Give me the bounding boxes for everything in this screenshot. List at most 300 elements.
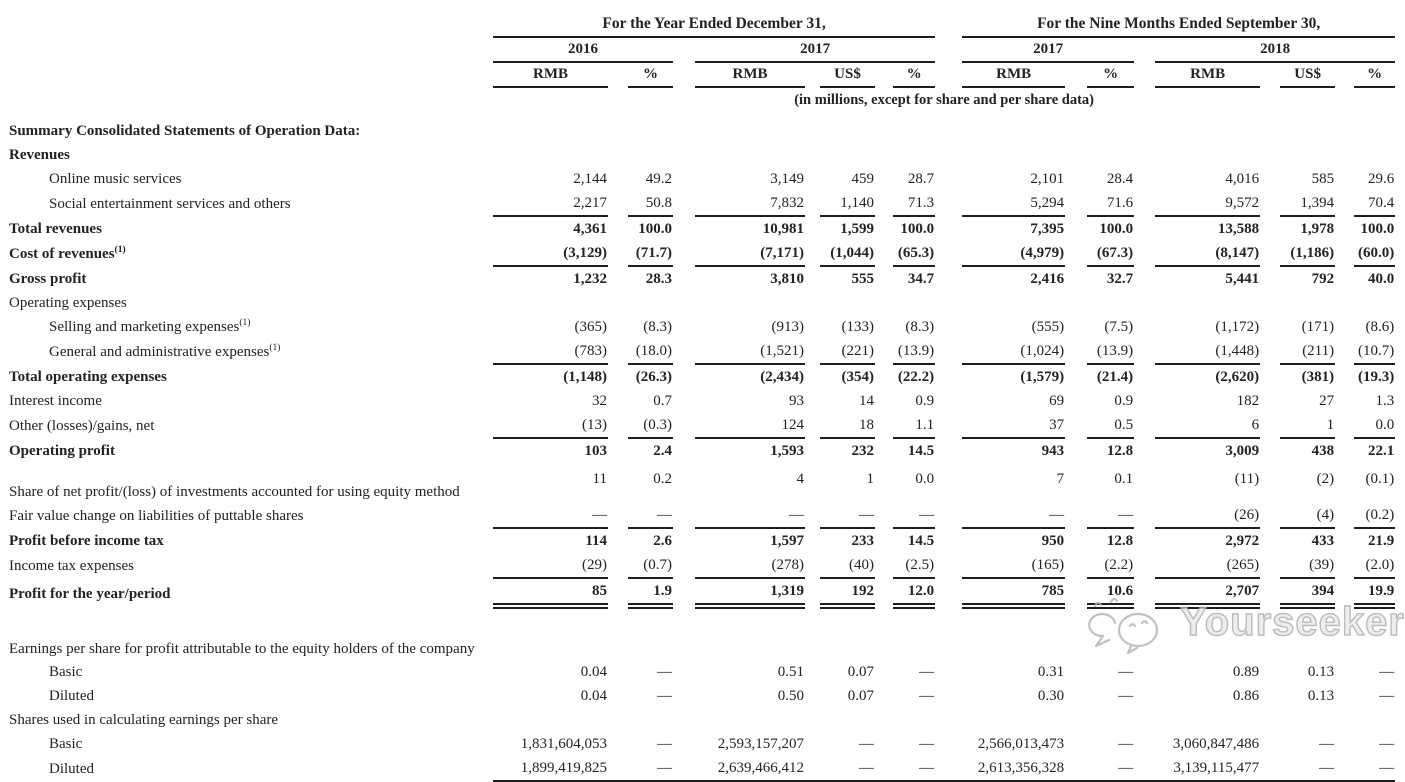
cell-value: 2.6: [653, 533, 672, 549]
cell-value: 27: [1319, 393, 1335, 409]
cell-value: 192: [820, 578, 875, 606]
cell-value: 29.6: [1367, 171, 1395, 187]
cell-value: 2,416: [1030, 271, 1065, 287]
row-label: [3, 167, 493, 191]
cell-gap: [875, 660, 893, 684]
cell-gap: [1134, 438, 1155, 463]
cell-value: 1.3: [1375, 393, 1395, 409]
cell-gap: [1260, 364, 1280, 389]
cell-value: (4,979): [962, 241, 1065, 266]
cell-value: (21.4): [1096, 369, 1134, 385]
cell-gap: [875, 503, 893, 528]
cell-gap: [1065, 684, 1087, 708]
cell-value: —: [1118, 736, 1134, 752]
cell-gap: [1335, 553, 1354, 578]
cell-gap: [673, 684, 695, 708]
cell-gap: [673, 191, 695, 216]
cell-gap: [1065, 503, 1087, 528]
row-label: [3, 708, 493, 732]
cell-value: 943: [1041, 443, 1065, 459]
cell-value: 232: [851, 443, 874, 459]
header-spacer: [3, 4, 493, 37]
cell-value: (13): [493, 413, 608, 438]
row-label-text: Summary Consolidated Statements of Operation Data:: [9, 123, 361, 139]
year-header-2017-fy: 2017: [695, 37, 935, 62]
cell-gap: [1260, 660, 1280, 684]
units-note-row: [3, 87, 1395, 112]
table-row: [3, 315, 1395, 339]
cell-gap: [935, 578, 962, 606]
cell-value: 70.4: [1354, 191, 1395, 216]
cell-gap: [935, 528, 962, 553]
cell-gap: [1260, 438, 1280, 463]
cell-value: 0.1: [1114, 471, 1134, 487]
cell-value: (221): [820, 339, 875, 364]
row-label: [3, 266, 493, 291]
cell-gap: [875, 413, 893, 438]
row-label: [3, 606, 493, 660]
cell-gap: [608, 553, 628, 578]
cell-gap: [1065, 528, 1087, 553]
cell-value: 18: [820, 413, 875, 438]
cell-gap: [1260, 315, 1280, 339]
cell-gap: [875, 241, 893, 266]
row-label: [3, 756, 493, 781]
cell-value: 1.1: [893, 413, 935, 438]
row-label-text: Fair value change on liabilities of puttable shares: [9, 508, 304, 524]
cell-gap: [1260, 732, 1280, 756]
cell-value: 100.0: [638, 221, 672, 237]
table-row: [3, 732, 1395, 756]
cell-gap: [805, 389, 820, 413]
cell-gap: [1134, 216, 1155, 241]
cell-value: 2,217: [493, 191, 608, 216]
cell-value: (26): [1155, 503, 1260, 528]
cell-value: 2,144: [573, 171, 607, 187]
cell-value: 28.4: [1106, 171, 1134, 187]
table-row: [3, 216, 1395, 241]
table-row: [3, 143, 1395, 167]
cell-gap: [805, 438, 820, 463]
cell-value: 233: [851, 533, 874, 549]
table-row: [3, 578, 1395, 606]
cell-gap: [805, 503, 820, 528]
cell-gap: [805, 413, 820, 438]
cell-gap: [1335, 413, 1354, 438]
cell-gap: [1134, 315, 1155, 339]
cell-gap: [673, 241, 695, 266]
cell-value: 100.0: [1360, 221, 1395, 237]
table-row: [3, 606, 1395, 660]
year-header-2016: 2016: [493, 37, 673, 62]
cell-value: 1: [1280, 413, 1335, 438]
row-label-text: Other (losses)/gains, net: [9, 418, 155, 434]
row-label-text: Income tax expenses: [9, 558, 134, 574]
cell-gap: [1134, 528, 1155, 553]
cell-value: 0.0: [1354, 413, 1395, 438]
cell-gap: [673, 503, 695, 528]
cell-value: (60.0): [1354, 241, 1395, 266]
cell-gap: [608, 216, 628, 241]
cell-value: 1,899,419,825: [493, 756, 608, 781]
cell-gap: [805, 315, 820, 339]
cell-gap: [1134, 364, 1155, 389]
cell-value: 28.7: [907, 171, 935, 187]
cell-value: 1,232: [573, 271, 607, 287]
cell-gap: [1134, 660, 1155, 684]
row-label: [3, 143, 493, 167]
row-label-text: Total operating expenses: [9, 369, 167, 385]
cell-gap: [673, 339, 695, 364]
header-gap: [1335, 62, 1354, 87]
row-label-text: Profit before income tax: [9, 533, 164, 549]
cell-value: —: [859, 736, 874, 752]
cell-gap: [673, 167, 695, 191]
cell-value: 13,588: [1217, 221, 1260, 237]
cell-value: 0.07: [847, 664, 874, 680]
cell-gap: [608, 339, 628, 364]
cell-value: 3,149: [770, 171, 804, 187]
cell-gap: [1260, 463, 1280, 503]
cell-value: (65.3): [893, 241, 935, 266]
row-label: [3, 291, 493, 315]
cell-value: (2.0): [1354, 553, 1395, 578]
cell-gap: [1134, 578, 1155, 606]
cell-value: —: [1354, 756, 1395, 781]
cell-gap: [875, 191, 893, 216]
cell-value: 85: [493, 578, 608, 606]
cell-gap: [875, 684, 893, 708]
table-row: [3, 339, 1395, 364]
cell-value: 0.50: [777, 688, 804, 704]
cell-gap: [935, 315, 962, 339]
cell-value: 438: [1311, 443, 1335, 459]
header-gap: [1065, 62, 1087, 87]
cell-value: 37: [962, 413, 1065, 438]
cell-value: (2.5): [893, 553, 935, 578]
cell-value: (67.3): [1087, 241, 1134, 266]
cell-gap: [1260, 167, 1280, 191]
header-gap: [875, 62, 893, 87]
cell-gap: [1065, 266, 1087, 291]
cell-value: 0.13: [1307, 664, 1335, 680]
footnote-ref: (1): [239, 318, 251, 328]
cell-gap: [673, 756, 695, 781]
cell-value: 0.0: [915, 471, 935, 487]
cell-gap: [935, 503, 962, 528]
cell-gap: [1260, 528, 1280, 553]
cell-value: (555): [1031, 319, 1065, 335]
cell-value: (1,186): [1280, 241, 1335, 266]
year-header-row: [3, 37, 1395, 62]
cell-value: 4,016: [1225, 171, 1260, 187]
cell-value: 1: [866, 471, 874, 487]
cell-gap: [935, 660, 962, 684]
cell-gap: [1134, 413, 1155, 438]
row-label-text: Share of net profit/(loss) of investments accounted for using equity method: [9, 484, 460, 500]
row-label: [3, 503, 493, 528]
row-label: [3, 112, 493, 143]
col-header-pct: %: [1087, 62, 1134, 87]
cell-gap: [673, 732, 695, 756]
cell-value: (0.3): [628, 413, 673, 438]
row-label-text: Basic: [49, 664, 83, 680]
cell-value: (1,044): [820, 241, 875, 266]
cell-value: (133): [841, 319, 874, 335]
cell-gap: [673, 216, 695, 241]
cell-value: 14.5: [907, 443, 935, 459]
header-gap: [608, 62, 628, 87]
cell-gap: [673, 413, 695, 438]
cell-value: (10.7): [1354, 339, 1395, 364]
cell-value: —: [628, 756, 673, 781]
row-label-text: Online music services: [49, 171, 182, 187]
cell-gap: [1335, 216, 1354, 241]
row-label-text: Operating profit: [9, 443, 115, 459]
table-row: [3, 413, 1395, 438]
cell-value: —: [657, 736, 672, 752]
cell-value: 3,810: [770, 271, 804, 287]
cell-value: (11): [1234, 471, 1260, 487]
cell-value: —: [1118, 688, 1134, 704]
cell-gap: [1335, 503, 1354, 528]
cell-gap: [1065, 463, 1087, 503]
cell-value: —: [919, 688, 935, 704]
col-header-rmb: RMB: [493, 62, 608, 87]
row-label-text: Diluted: [49, 688, 94, 704]
cell-gap: [805, 339, 820, 364]
cell-gap: [1260, 684, 1280, 708]
col-header-usd: US$: [1280, 62, 1335, 87]
table-row: [3, 191, 1395, 216]
cell-gap: [875, 315, 893, 339]
cell-value: 0.07: [847, 688, 874, 704]
row-label-text: Basic: [49, 736, 83, 752]
row-label: [3, 339, 493, 364]
cell-value: 2,566,013,473: [977, 736, 1065, 752]
units-note: (in millions, except for share and per share data): [794, 92, 1095, 108]
cell-gap: [608, 389, 628, 413]
cell-value: 3,060,847,486: [1172, 736, 1260, 752]
col-header-pct: %: [1354, 62, 1395, 87]
cell-value: 12.0: [893, 578, 935, 606]
cell-value: 0.30: [1037, 688, 1065, 704]
cell-gap: [1134, 241, 1155, 266]
cell-value: 4: [796, 471, 804, 487]
cell-value: (2): [1316, 471, 1335, 487]
cell-gap: [935, 167, 962, 191]
cell-value: —: [1319, 736, 1335, 752]
cell-value: (8.3): [643, 319, 672, 335]
cell-gap: [875, 732, 893, 756]
cell-value: —: [493, 503, 608, 528]
cell-value: (22.2): [897, 369, 935, 385]
cell-gap: [935, 684, 962, 708]
cell-value: —: [893, 756, 935, 781]
cell-gap: [673, 389, 695, 413]
header-gap: [1134, 62, 1155, 87]
cell-gap: [935, 364, 962, 389]
cell-value: 555: [851, 271, 874, 287]
cell-value: (29): [493, 553, 608, 578]
cell-value: (171): [1301, 319, 1335, 335]
cell-value: 2,101: [1030, 171, 1065, 187]
header-spacer: [3, 87, 493, 112]
cell-value: 21.9: [1367, 533, 1395, 549]
cell-gap: [1134, 463, 1155, 503]
financial-statements-table: [3, 4, 1395, 782]
cell-value: (1,024): [962, 339, 1065, 364]
row-label: [3, 528, 493, 553]
cell-value: 9,572: [1155, 191, 1260, 216]
cell-gap: [875, 528, 893, 553]
cell-gap: [805, 756, 820, 781]
cell-gap: [608, 191, 628, 216]
cell-gap: [805, 463, 820, 503]
year-header-2017-9m: 2017: [962, 37, 1134, 62]
cell-gap: [875, 266, 893, 291]
cell-gap: [1134, 191, 1155, 216]
header-gap: [1260, 62, 1280, 87]
table-row: [3, 503, 1395, 528]
cell-gap: [1134, 732, 1155, 756]
row-label: [3, 389, 493, 413]
cell-gap: [1065, 756, 1087, 781]
row-label-text: General and administrative expenses: [49, 344, 270, 360]
cell-value: 0.9: [1114, 393, 1134, 409]
cell-value: 1,140: [820, 191, 875, 216]
cell-value: 22.1: [1367, 443, 1395, 459]
cell-gap: [1260, 241, 1280, 266]
cell-gap: [1335, 578, 1354, 606]
cell-gap: [1335, 438, 1354, 463]
cell-gap: [1335, 191, 1354, 216]
cell-gap: [805, 241, 820, 266]
cell-gap: [875, 553, 893, 578]
table-row: [3, 756, 1395, 781]
row-label-text: Profit for the year/period: [9, 586, 171, 602]
table-row: [3, 364, 1395, 389]
cell-value: 40.0: [1367, 271, 1395, 287]
row-label: [3, 463, 493, 503]
cell-value: 4,361: [573, 221, 607, 237]
cell-value: 2,972: [1225, 533, 1260, 549]
cell-gap: [1065, 578, 1087, 606]
cell-value: —: [820, 503, 875, 528]
header-gap: [935, 37, 962, 62]
cell-gap: [1260, 216, 1280, 241]
cell-gap: [875, 216, 893, 241]
cell-value: —: [919, 664, 935, 680]
cell-value: (3,129): [493, 241, 608, 266]
header-spacer: [3, 62, 493, 87]
cell-value: 785: [962, 578, 1065, 606]
row-label: [3, 315, 493, 339]
table-row: [3, 660, 1395, 684]
cell-gap: [935, 339, 962, 364]
cell-value: (7.5): [1104, 319, 1134, 335]
cell-gap: [935, 463, 962, 503]
col-header-pct: %: [628, 62, 673, 87]
group-header-year-ended: For the Year Ended December 31,: [493, 4, 935, 37]
cell-gap: [805, 364, 820, 389]
cell-value: 0.5: [1087, 413, 1134, 438]
cell-gap: [673, 266, 695, 291]
cell-gap: [1065, 241, 1087, 266]
cell-gap: [935, 216, 962, 241]
table-row: [3, 112, 1395, 143]
row-label: [3, 684, 493, 708]
cell-gap: [805, 578, 820, 606]
cell-value: 459: [851, 171, 874, 187]
cell-gap: [673, 660, 695, 684]
cell-value: (19.3): [1357, 369, 1395, 385]
cell-value: 11: [592, 471, 607, 487]
row-label-text: Social entertainment services and others: [49, 196, 291, 212]
cell-gap: [608, 756, 628, 781]
cell-value: 69: [1049, 393, 1065, 409]
cell-gap: [1260, 339, 1280, 364]
cell-gap: [1335, 528, 1354, 553]
cell-gap: [608, 413, 628, 438]
row-label-text: Operating expenses: [9, 295, 127, 311]
cell-value: (1,148): [563, 369, 607, 385]
header-spacer: [3, 37, 493, 62]
cell-value: 2,593,157,207: [717, 736, 804, 752]
cell-value: 71.6: [1087, 191, 1134, 216]
cell-value: (13.9): [893, 339, 935, 364]
table-row: [3, 266, 1395, 291]
cell-value: 50.8: [628, 191, 673, 216]
col-header-pct: %: [893, 62, 935, 87]
cell-gap: [1335, 684, 1354, 708]
header-gap: [935, 62, 962, 87]
table-row: [3, 167, 1395, 191]
table-row: [3, 528, 1395, 553]
header-gap: [673, 62, 695, 87]
cell-value: 5,441: [1225, 271, 1260, 287]
cell-gap: [673, 553, 695, 578]
cell-value: —: [628, 503, 673, 528]
footnote-ref: (1): [114, 245, 126, 255]
row-label-text: Gross profit: [9, 271, 87, 287]
cell-gap: [1065, 438, 1087, 463]
cell-value: 1,319: [695, 578, 805, 606]
table-row: [3, 463, 1395, 503]
cell-value: 100.0: [900, 221, 935, 237]
cell-empty: [493, 112, 1395, 143]
cell-gap: [1065, 167, 1087, 191]
cell-value: —: [820, 756, 875, 781]
cell-gap: [1134, 339, 1155, 364]
row-label-text: Selling and marketing expenses: [49, 319, 240, 335]
header-gap: [935, 4, 962, 37]
cell-gap: [935, 413, 962, 438]
cell-value: 1,978: [1300, 221, 1335, 237]
cell-value: (4): [1280, 503, 1335, 528]
cell-gap: [608, 241, 628, 266]
cell-gap: [805, 266, 820, 291]
cell-gap: [1335, 463, 1354, 503]
cell-gap: [875, 364, 893, 389]
cell-gap: [608, 684, 628, 708]
cell-gap: [673, 528, 695, 553]
cell-value: 2,639,466,412: [695, 756, 805, 781]
row-label: [3, 191, 493, 216]
cell-gap: [935, 553, 962, 578]
cell-gap: [608, 167, 628, 191]
cell-value: —: [1280, 756, 1335, 781]
